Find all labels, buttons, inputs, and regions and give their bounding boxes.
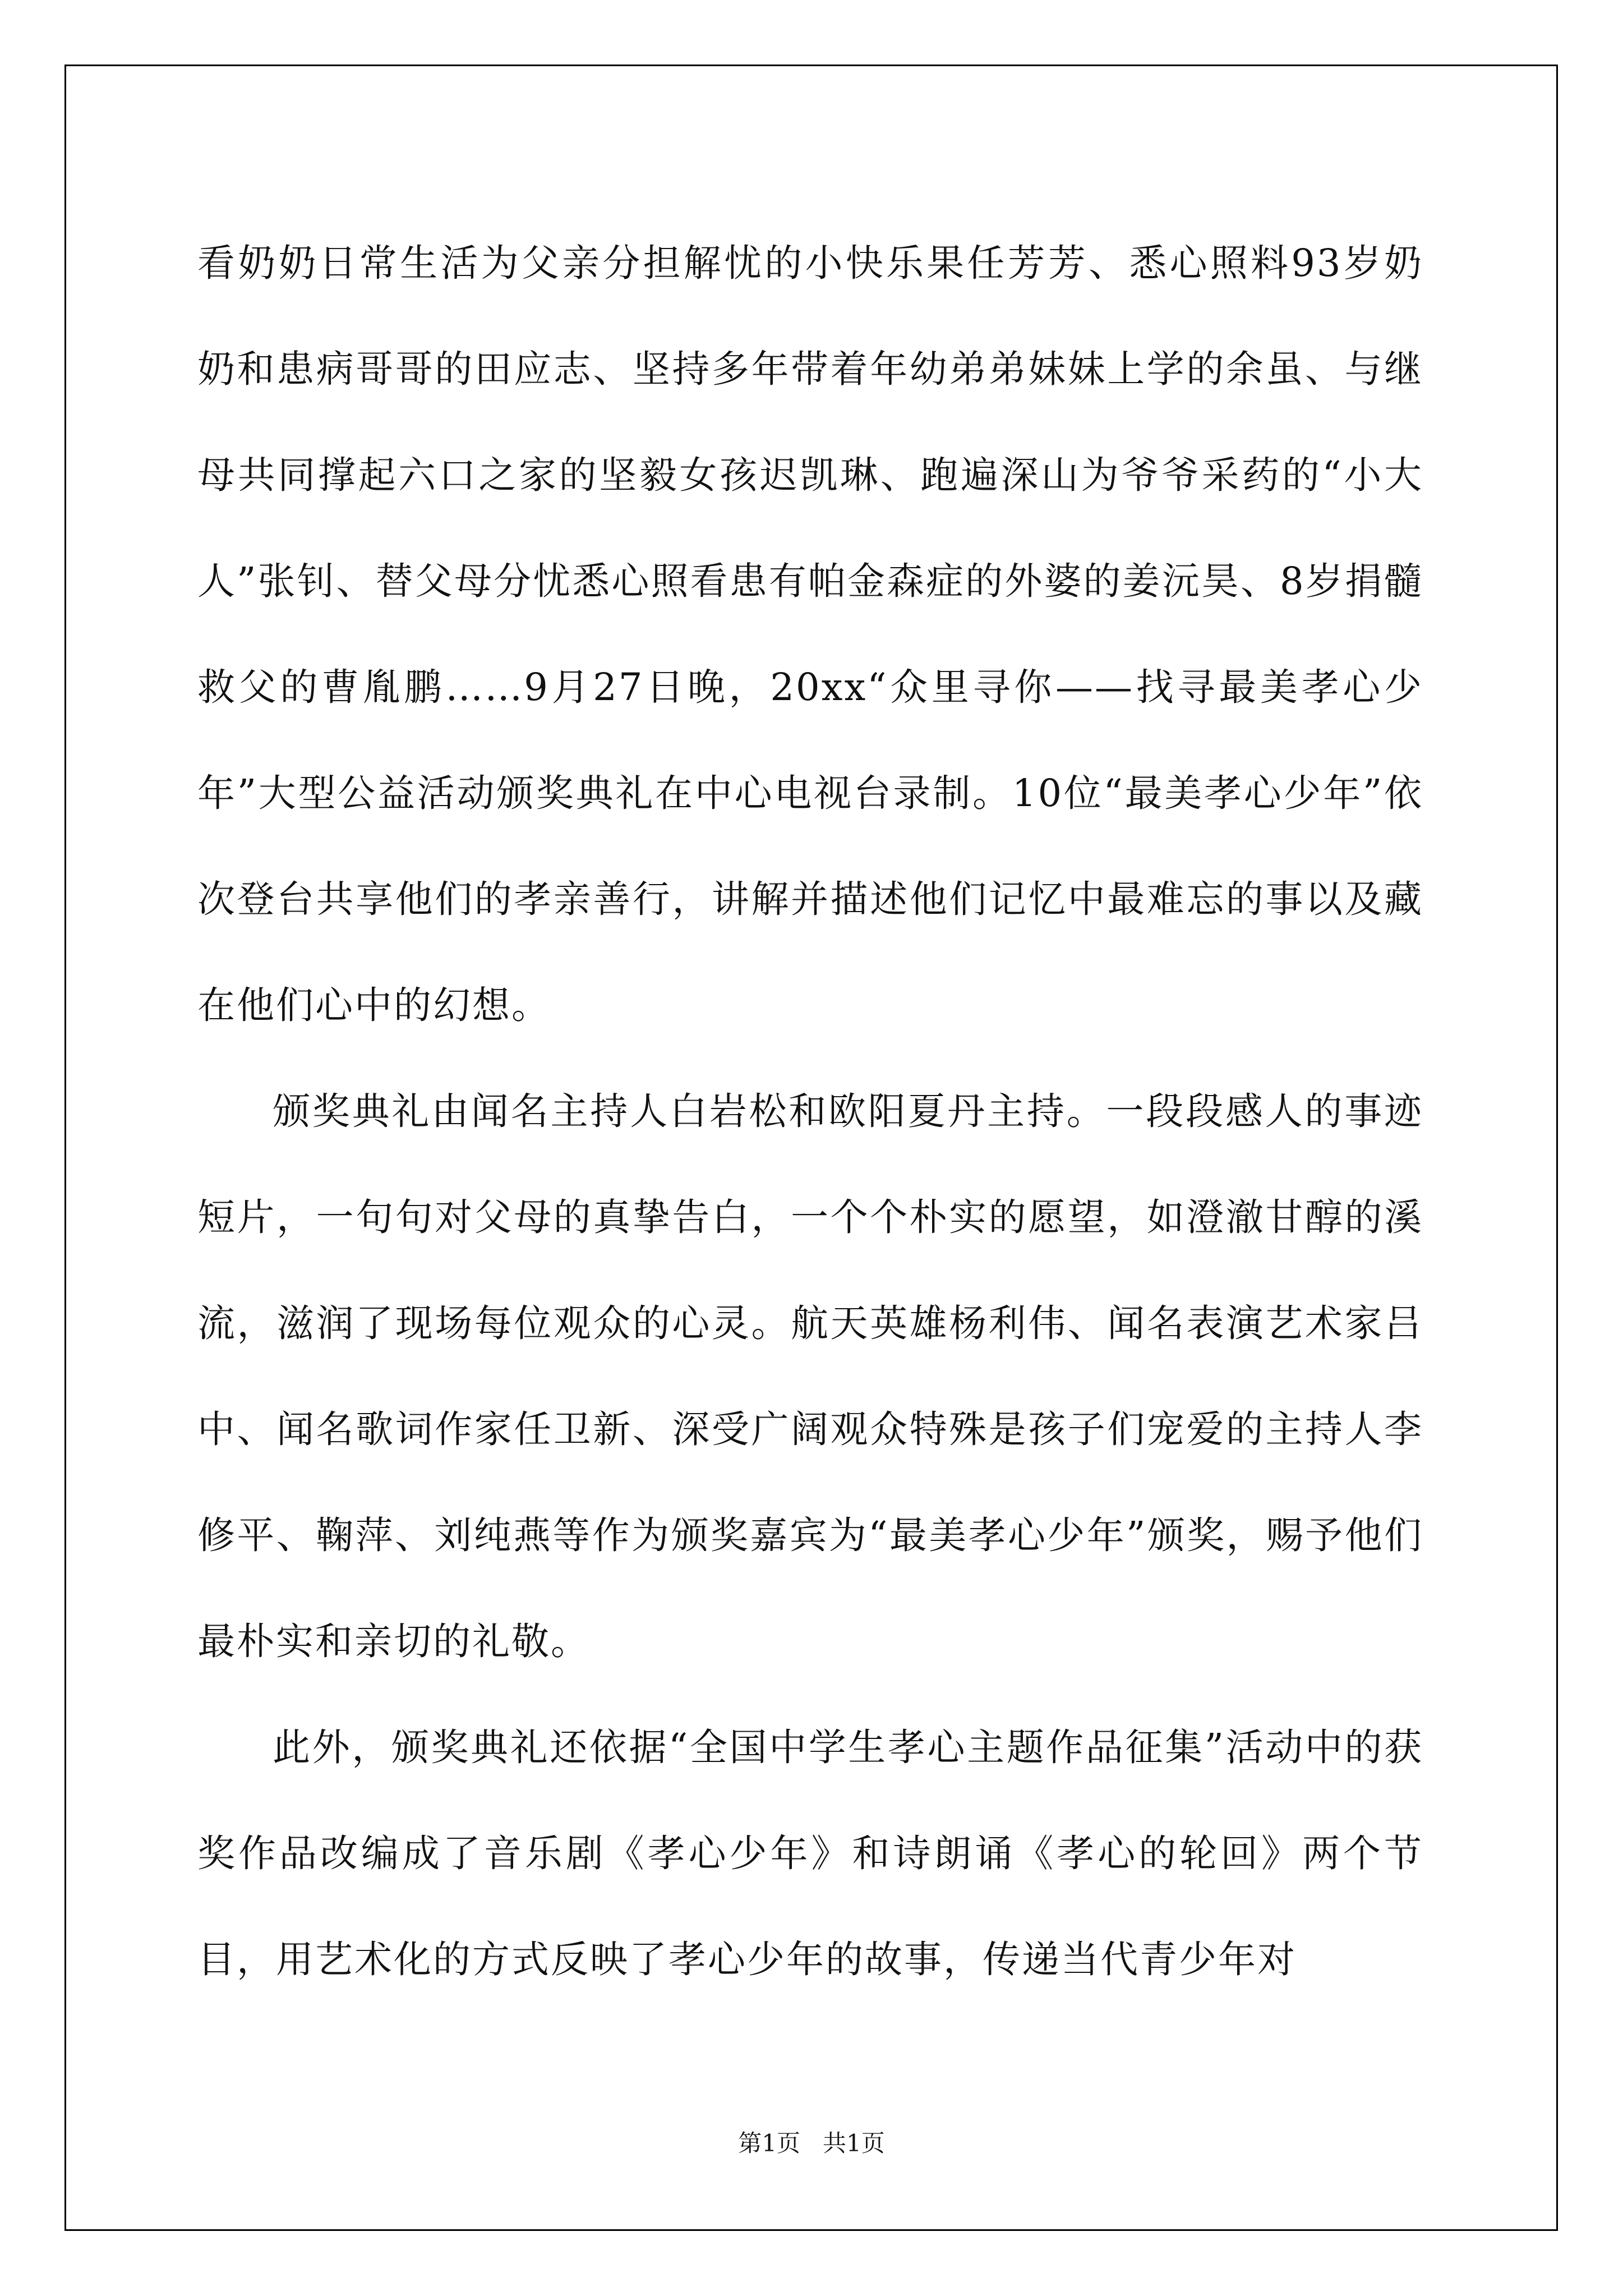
page-footer bbox=[0, 2125, 1623, 2159]
paragraph-3: 此外，颁奖典礼还依据“全国中学生孝心主题作品征集”活动中的获奖作品改编成了音乐剧《孝心少年》和诗朗诵《孝心的轮回》两个节目，用艺术化的方式反映了孝心少年的故事，传递当代青少年对 bbox=[197, 1726, 1423, 1981]
page-total: 共1页 bbox=[823, 2129, 885, 2157]
paragraph-1: 看奶奶日常生活为父亲分担解忧的小快乐果任芳芳、悉心照料93岁奶奶和患病哥哥的田应志、坚持多年带着年幼弟弟妹妹上学的余虽、与继母共同撑起六口之家的坚毅女孩迟凯琳、跑遍深山为爷爷采药的“小大人”张钊、替父母分忧悉心照看患有帕金森症的外婆的姜沅昊、8岁捐髓救父的曹胤鹏……9月27日晚，20xx“众里寻你——找寻最美孝心少年”大型公益活动颁奖典礼在中心电视台录制。10位“最美孝心少年”依次登台共享他们的孝亲善行，讲解并描述他们记忆中最难忘的事以及藏在他们心中的幻想。 bbox=[197, 241, 1423, 1027]
document-body bbox=[197, 210, 1423, 2013]
paragraph-2: 颁奖典礼由闻名主持人白岩松和欧阳夏丹主持。一段段感人的事迹短片，一句句对父母的真挚告白，一个个朴实的愿望，如澄澈甘醇的溪流，滋润了现场每位观众的心灵。航天英雄杨利伟、闻名表演艺术家吕中、闻名歌词作家任卫新、深受广阔观众特殊是孩子们宠爱的主持人李修平、鞠萍、刘纯燕等作为颁奖嘉宾为“最美孝心少年”颁奖，赐予他们最朴实和亲切的礼敬。 bbox=[197, 1089, 1423, 1663]
page-number: 第1页 bbox=[738, 2129, 800, 2157]
